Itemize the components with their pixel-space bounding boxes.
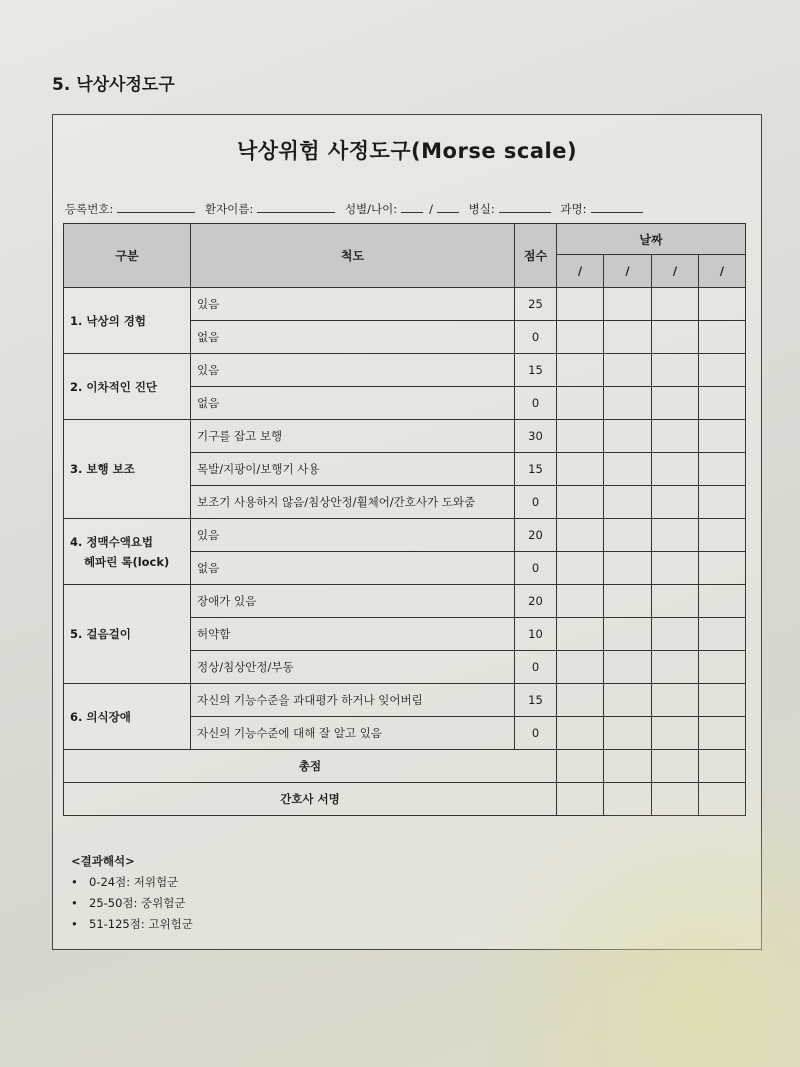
table-row: [64, 684, 746, 717]
nurse-sign-row: [64, 783, 746, 816]
score-value: 30: [515, 420, 557, 453]
date-entry-cell[interactable]: [652, 651, 699, 684]
date-entry-cell[interactable]: [604, 321, 652, 354]
date-entry-cell[interactable]: [604, 618, 652, 651]
table-row: [64, 354, 746, 387]
date-entry-cell[interactable]: [557, 750, 604, 783]
score-value: 20: [515, 585, 557, 618]
scale-item: 있음: [191, 354, 515, 387]
scale-item: 없음: [191, 321, 515, 354]
date-entry-cell[interactable]: [557, 387, 604, 420]
date-entry-cell[interactable]: [604, 783, 652, 816]
date-entry-cell[interactable]: [557, 486, 604, 519]
date-entry-cell[interactable]: [557, 651, 604, 684]
date-entry-cell[interactable]: [652, 519, 699, 552]
date-entry-cell[interactable]: [652, 618, 699, 651]
date-entry-cell[interactable]: [699, 486, 746, 519]
sex-age-slash: /: [429, 202, 433, 216]
date-entry-cell[interactable]: [557, 552, 604, 585]
patient-name-label: 환자이름:: [204, 202, 254, 216]
date-entry-cell[interactable]: [699, 387, 746, 420]
score-value: 10: [515, 618, 557, 651]
date-col-3[interactable]: /: [652, 255, 699, 288]
category-cell: [64, 420, 191, 519]
score-value: 0: [515, 486, 557, 519]
date-col-2[interactable]: /: [604, 255, 652, 288]
date-entry-cell[interactable]: [652, 585, 699, 618]
score-value: 20: [515, 519, 557, 552]
scale-item: 자신의 기능수준에 대해 잘 알고 있음: [191, 717, 515, 750]
date-entry-cell[interactable]: [604, 717, 652, 750]
category-cell: [64, 519, 191, 585]
date-entry-cell[interactable]: [557, 453, 604, 486]
category-cell: [64, 585, 191, 684]
date-entry-cell[interactable]: [699, 717, 746, 750]
ward-blank[interactable]: [499, 202, 551, 213]
morse-scale-form: [52, 114, 762, 950]
scale-item: 기구를 잡고 보행: [191, 420, 515, 453]
header-scale: 척도: [191, 224, 515, 288]
date-entry-cell[interactable]: [652, 354, 699, 387]
category-cell: [64, 684, 191, 750]
date-entry-cell[interactable]: [699, 651, 746, 684]
ward-label: 병실:: [468, 202, 495, 216]
date-entry-cell[interactable]: [652, 552, 699, 585]
date-entry-cell[interactable]: [652, 321, 699, 354]
score-value: 0: [515, 651, 557, 684]
age-blank[interactable]: [437, 202, 459, 213]
morse-scale-table: [63, 223, 746, 816]
date-entry-cell[interactable]: [699, 519, 746, 552]
score-value: 0: [515, 717, 557, 750]
date-entry-cell[interactable]: [652, 453, 699, 486]
table-row: [64, 420, 746, 453]
table-row: [64, 519, 746, 552]
date-entry-cell[interactable]: [557, 684, 604, 717]
date-entry-cell[interactable]: [652, 783, 699, 816]
date-col-1[interactable]: /: [557, 255, 604, 288]
date-entry-cell[interactable]: [652, 387, 699, 420]
date-entry-cell[interactable]: [604, 552, 652, 585]
score-value: 0: [515, 552, 557, 585]
score-value: 15: [515, 684, 557, 717]
header-score: 점수: [515, 224, 557, 288]
category-label: 5. 걸음걸이: [70, 627, 131, 641]
date-entry-cell[interactable]: [557, 717, 604, 750]
scale-item: 허약함: [191, 618, 515, 651]
date-entry-cell[interactable]: [699, 618, 746, 651]
reg-no-label: 등록번호:: [65, 202, 114, 216]
scale-item: 장애가 있음: [191, 585, 515, 618]
scale-item: 목발/지팡이/보행기 사용: [191, 453, 515, 486]
date-entry-cell[interactable]: [557, 783, 604, 816]
date-entry-cell[interactable]: [604, 453, 652, 486]
reg-no-blank[interactable]: [117, 202, 195, 213]
result-interpretation: [71, 851, 193, 935]
date-entry-cell[interactable]: [699, 288, 746, 321]
date-entry-cell[interactable]: [652, 420, 699, 453]
date-entry-cell[interactable]: [604, 486, 652, 519]
date-entry-cell[interactable]: [699, 453, 746, 486]
date-col-4[interactable]: /: [699, 255, 746, 288]
total-label: 총점: [64, 750, 557, 783]
date-entry-cell[interactable]: [652, 684, 699, 717]
interpretation-item: • 25-50점: 중위험군: [71, 893, 193, 914]
patient-name-blank[interactable]: [257, 202, 335, 213]
date-entry-cell[interactable]: [604, 387, 652, 420]
score-value: 25: [515, 288, 557, 321]
scale-item: 있음: [191, 288, 515, 321]
scale-item: 없음: [191, 387, 515, 420]
date-entry-cell[interactable]: [604, 684, 652, 717]
date-entry-cell[interactable]: [604, 354, 652, 387]
date-entry-cell[interactable]: [604, 651, 652, 684]
date-entry-cell[interactable]: [604, 288, 652, 321]
date-entry-cell[interactable]: [699, 354, 746, 387]
date-entry-cell[interactable]: [699, 684, 746, 717]
table-row: [64, 288, 746, 321]
interpretation-heading: <결과해석>: [71, 854, 135, 868]
date-entry-cell[interactable]: [557, 585, 604, 618]
scale-item: 정상/침상안정/부동: [191, 651, 515, 684]
date-entry-cell[interactable]: [652, 288, 699, 321]
date-entry-cell[interactable]: [699, 783, 746, 816]
category-cell: [64, 288, 191, 354]
date-entry-cell[interactable]: [652, 486, 699, 519]
header-category: 구분: [64, 224, 191, 288]
date-entry-cell[interactable]: [604, 420, 652, 453]
date-entry-cell[interactable]: [699, 321, 746, 354]
scale-item: 없음: [191, 552, 515, 585]
date-entry-cell[interactable]: [699, 420, 746, 453]
category-cell: [64, 354, 191, 420]
date-entry-cell[interactable]: [604, 519, 652, 552]
date-entry-cell[interactable]: [652, 750, 699, 783]
form-title: 낙상위험 사정도구(Morse scale): [236, 139, 578, 163]
date-entry-cell[interactable]: [557, 618, 604, 651]
score-value: 0: [515, 321, 557, 354]
sex-age-label: 성별/나이:: [344, 202, 398, 216]
date-entry-cell[interactable]: [604, 750, 652, 783]
date-entry-cell[interactable]: [699, 552, 746, 585]
date-entry-cell[interactable]: [557, 321, 604, 354]
total-row: [64, 750, 746, 783]
patient-info-line: [65, 201, 649, 217]
dept-label: 과명:: [560, 202, 587, 216]
date-entry-cell[interactable]: [699, 585, 746, 618]
category-label: 2. 이차적인 진단: [70, 379, 158, 394]
date-entry-cell[interactable]: [557, 519, 604, 552]
score-value: 15: [515, 453, 557, 486]
dept-blank[interactable]: [591, 202, 643, 213]
date-entry-cell[interactable]: [604, 585, 652, 618]
category-label: 6. 의식장애: [70, 709, 131, 724]
category-label: 1. 낙상의 경험: [70, 313, 146, 328]
category-label: 4. 정맥수액요법: [70, 534, 154, 549]
scale-item: 있음: [191, 519, 515, 552]
category-label-line2: 헤파린 록(lock): [84, 554, 170, 569]
date-entry-cell[interactable]: [699, 750, 746, 783]
score-value: 0: [515, 387, 557, 420]
category-label: 3. 보행 보조: [70, 462, 135, 476]
section-heading: 5. 낙상사정도구: [52, 75, 175, 95]
date-entry-cell[interactable]: [652, 717, 699, 750]
interpretation-item: • 51-125점: 고위험군: [71, 914, 193, 935]
score-value: 15: [515, 354, 557, 387]
date-entry-cell[interactable]: [557, 420, 604, 453]
header-date: 날짜: [557, 224, 746, 255]
table-row: [64, 585, 746, 618]
date-entry-cell[interactable]: [557, 288, 604, 321]
date-entry-cell[interactable]: [557, 354, 604, 387]
scale-item: 자신의 기능수준을 과대평가 하거나 잊어버림: [191, 684, 515, 717]
nurse-sign-label: 간호사 서명: [64, 783, 557, 816]
sex-blank[interactable]: [401, 202, 423, 213]
scale-item: 보조기 사용하지 않음/침상안정/휠체어/간호사가 도와줌: [191, 486, 515, 519]
interpretation-item: • 0-24점: 저위험군: [71, 872, 193, 893]
